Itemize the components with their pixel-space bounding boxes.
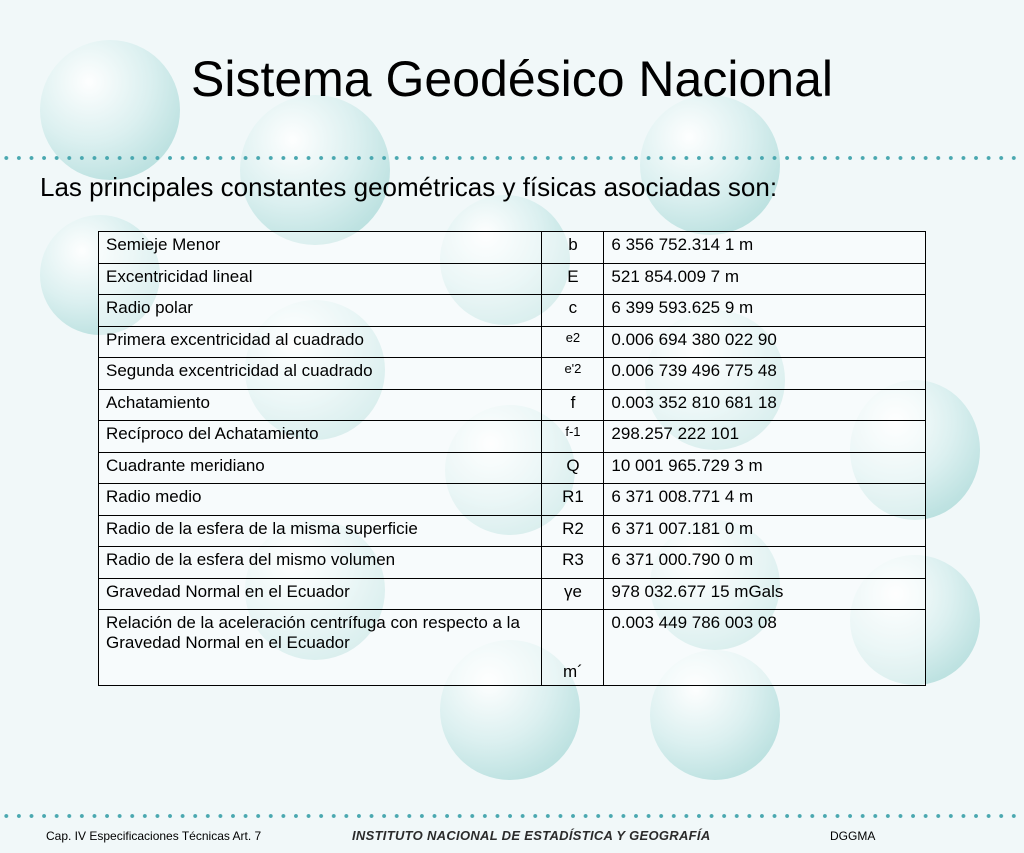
constant-symbol: e'2 [542,358,604,390]
slide-title: Sistema Geodésico Nacional [191,51,833,107]
footer-department-label: DGGMA [830,829,876,843]
table-row [99,232,926,264]
table-row [99,452,926,484]
constant-name: Recíproco del Achatamiento [99,421,542,453]
background-bubble [240,95,390,245]
constant-symbol: E [542,263,604,295]
footer-chapter-label: Cap. IV Especificaciones Técnicas Art. 7 [46,829,262,843]
constant-value: 6 371 000.790 0 m [604,547,926,579]
constant-value: 0.003 449 786 003 08 [604,610,926,686]
constant-value: 10 001 965.729 3 m [604,452,926,484]
constant-value: 6 371 008.771 4 m [604,484,926,516]
table-row [99,295,926,327]
constant-value: 6 356 752.314 1 m [604,232,926,264]
table-row [99,358,926,390]
table-row [99,610,926,686]
constant-value: 6 371 007.181 0 m [604,515,926,547]
constant-symbol: R2 [542,515,604,547]
constant-name: Primera excentricidad al cuadrado [99,326,542,358]
constant-value: 0.003 352 810 681 18 [604,389,926,421]
constant-symbol: b [542,232,604,264]
constant-value: 0.006 694 380 022 90 [604,326,926,358]
constant-value: 6 399 593.625 9 m [604,295,926,327]
table-row [99,547,926,579]
constant-name: Cuadrante meridiano [99,452,542,484]
constant-name: Achatamiento [99,389,542,421]
constant-symbol: m´ [542,610,604,686]
constant-value: 521 854.009 7 m [604,263,926,295]
constant-symbol: c [542,295,604,327]
constant-symbol: f [542,389,604,421]
table-row [99,389,926,421]
constant-name: Radio de la esfera del mismo volumen [99,547,542,579]
constant-symbol: Q [542,452,604,484]
table-row [99,326,926,358]
constant-name: Gravedad Normal en el Ecuador [99,578,542,610]
table-row [99,421,926,453]
bottom-dotted-divider [0,813,1024,819]
slide-intro: Las principales constantes geométricas y físicas asociadas son: [40,172,778,202]
constant-symbol: f-1 [542,421,604,453]
background-bubble [640,95,780,235]
constant-value: 978 032.677 15 mGals [604,578,926,610]
constant-value: 0.006 739 496 775 48 [604,358,926,390]
constant-symbol: R1 [542,484,604,516]
constants-table [98,231,926,686]
constant-name: Semieje Menor [99,232,542,264]
table-row [99,578,926,610]
constant-name: Relación de la aceleración centrífuga con respecto a la Gravedad Normal en el Ecuador [99,610,542,686]
constant-name: Radio medio [99,484,542,516]
constant-symbol: R3 [542,547,604,579]
table-row [99,263,926,295]
table-row [99,484,926,516]
constant-value: 298.257 222 101 [604,421,926,453]
top-dotted-divider [0,155,1024,161]
constant-name: Excentricidad lineal [99,263,542,295]
constant-name: Segunda excentricidad al cuadrado [99,358,542,390]
table-row [99,515,926,547]
footer-institute-logo-text: INSTITUTO NACIONAL DE ESTADÍSTICA Y GEOGRAFÍA [352,828,711,843]
constant-symbol: γe [542,578,604,610]
constant-name: Radio de la esfera de la misma superficie [99,515,542,547]
constant-name: Radio polar [99,295,542,327]
constant-symbol: e2 [542,326,604,358]
